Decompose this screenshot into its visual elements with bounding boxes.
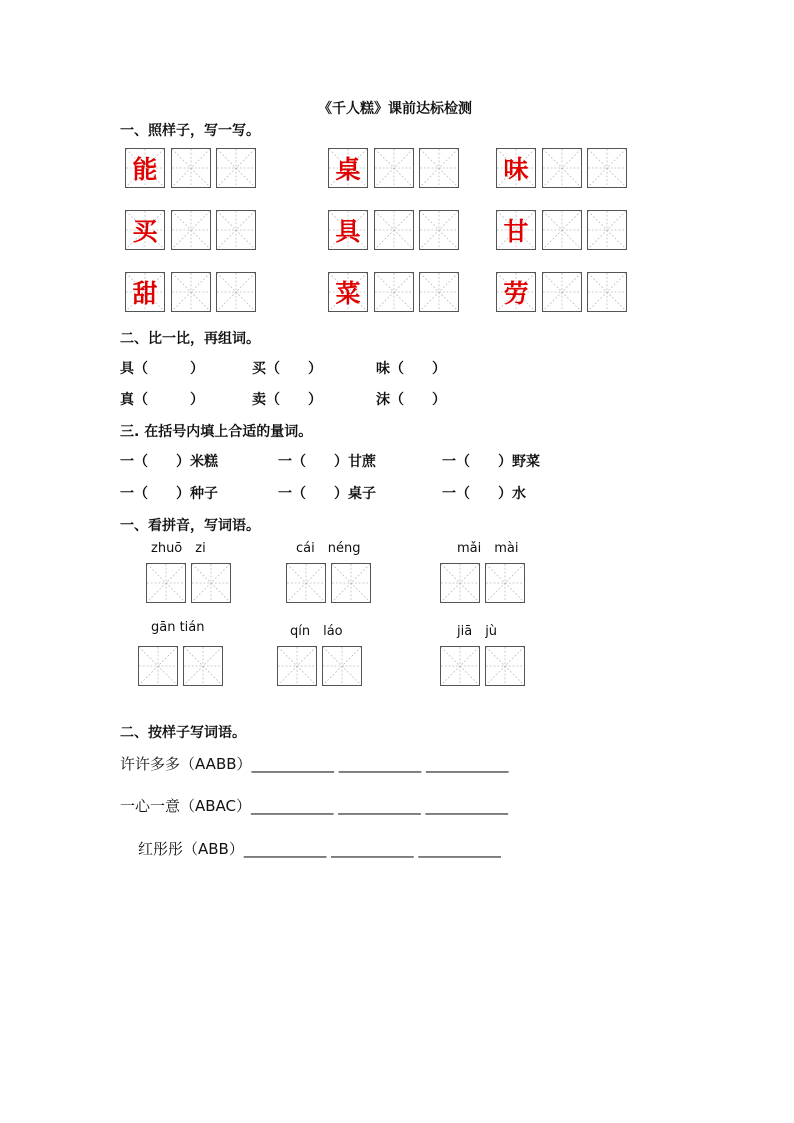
tian-grid-cell[interactable] — [183, 646, 223, 686]
section4-heading: 一、看拼音，写词语。 — [120, 518, 260, 534]
sample-character: 能 — [132, 155, 158, 184]
tian-grid-cell[interactable] — [587, 210, 627, 250]
tian-grid-cell[interactable] — [419, 272, 459, 312]
tian-grid-cell-sample — [496, 272, 536, 312]
tian-grid-cell[interactable] — [374, 272, 414, 312]
tian-grid-cell-sample — [496, 210, 536, 250]
pinyin-label: qín láo — [290, 624, 343, 639]
tian-grid-cell[interactable] — [587, 148, 627, 188]
measure-word-item: 一（ ）米糕 — [120, 454, 218, 470]
sample-character: 甜 — [132, 279, 158, 308]
tian-grid-cell[interactable] — [440, 563, 480, 603]
measure-word-item: 一（ ）桌子 — [278, 486, 376, 502]
compare-item: 真（ ） — [120, 392, 204, 408]
tian-grid-cell[interactable] — [171, 210, 211, 250]
tian-grid-cell[interactable] — [374, 148, 414, 188]
tian-grid-cell-sample — [328, 210, 368, 250]
tian-grid-cell[interactable] — [322, 646, 362, 686]
tian-grid-cell[interactable] — [485, 563, 525, 603]
pinyin-label: mǎi mài — [457, 541, 519, 556]
section5-heading: 二、按样子写词语。 — [120, 725, 246, 741]
tian-grid-cell[interactable] — [277, 646, 317, 686]
pinyin-label: gān tián — [151, 620, 205, 635]
section1-heading: 一、照样子，写一写。 — [120, 123, 260, 139]
pinyin-label: zhuō zi — [151, 541, 206, 556]
tian-grid-cell[interactable] — [419, 210, 459, 250]
sample-character: 味 — [503, 155, 529, 184]
section2-heading: 二、比一比，再组词。 — [120, 331, 260, 347]
tian-grid-cell[interactable] — [419, 148, 459, 188]
compare-item: 味（ ） — [376, 361, 446, 377]
compare-item: 具（ ） — [120, 361, 204, 377]
tian-grid-cell-sample — [496, 148, 536, 188]
sample-character: 买 — [132, 217, 158, 246]
tian-grid-cell[interactable] — [216, 210, 256, 250]
compare-item: 买（ ） — [252, 361, 322, 377]
tian-grid-cell[interactable] — [216, 272, 256, 312]
tian-grid-cell[interactable] — [286, 563, 326, 603]
pinyin-label: cái néng — [296, 541, 361, 556]
section3-heading: 三. 在括号内填上合适的量词。 — [120, 424, 313, 440]
measure-word-item: 一（ ）野菜 — [442, 454, 540, 470]
compare-item: 沫（ ） — [376, 392, 446, 408]
measure-word-item: 一（ ）种子 — [120, 486, 218, 502]
tian-grid-cell[interactable] — [542, 210, 582, 250]
tian-grid-cell-sample — [125, 210, 165, 250]
sample-character: 甘 — [503, 217, 529, 246]
sample-character: 具 — [335, 217, 361, 246]
tian-grid-cell[interactable] — [440, 646, 480, 686]
word-pattern-row: 许许多多（AABB）___________ ___________ ___________ — [120, 755, 509, 773]
measure-word-item: 一（ ）水 — [442, 486, 526, 502]
tian-grid-cell[interactable] — [542, 148, 582, 188]
tian-grid-cell-sample — [125, 148, 165, 188]
tian-grid-cell[interactable] — [171, 272, 211, 312]
word-pattern-row: 一心一意（ABAC）___________ ___________ ___________ — [120, 797, 509, 815]
page-title: 《千人糕》课前达标检测 — [318, 101, 472, 117]
tian-grid-cell[interactable] — [331, 563, 371, 603]
tian-grid-cell-sample — [125, 272, 165, 312]
tian-grid-cell[interactable] — [374, 210, 414, 250]
tian-grid-cell-sample — [328, 272, 368, 312]
sample-character: 桌 — [335, 155, 361, 184]
compare-item: 卖（ ） — [252, 392, 322, 408]
tian-grid-cell[interactable] — [542, 272, 582, 312]
tian-grid-cell[interactable] — [138, 646, 178, 686]
tian-grid-cell[interactable] — [587, 272, 627, 312]
tian-grid-cell[interactable] — [485, 646, 525, 686]
sample-character: 菜 — [335, 279, 361, 308]
sample-character: 劳 — [503, 279, 529, 308]
tian-grid-cell-sample — [328, 148, 368, 188]
tian-grid-cell[interactable] — [216, 148, 256, 188]
measure-word-item: 一（ ）甘蔗 — [278, 454, 376, 470]
tian-grid-cell[interactable] — [146, 563, 186, 603]
tian-grid-cell[interactable] — [191, 563, 231, 603]
pinyin-label: jiā jù — [457, 624, 498, 639]
word-pattern-row: 红彤彤（ABB）___________ ___________ ___________ — [138, 840, 501, 858]
tian-grid-cell[interactable] — [171, 148, 211, 188]
